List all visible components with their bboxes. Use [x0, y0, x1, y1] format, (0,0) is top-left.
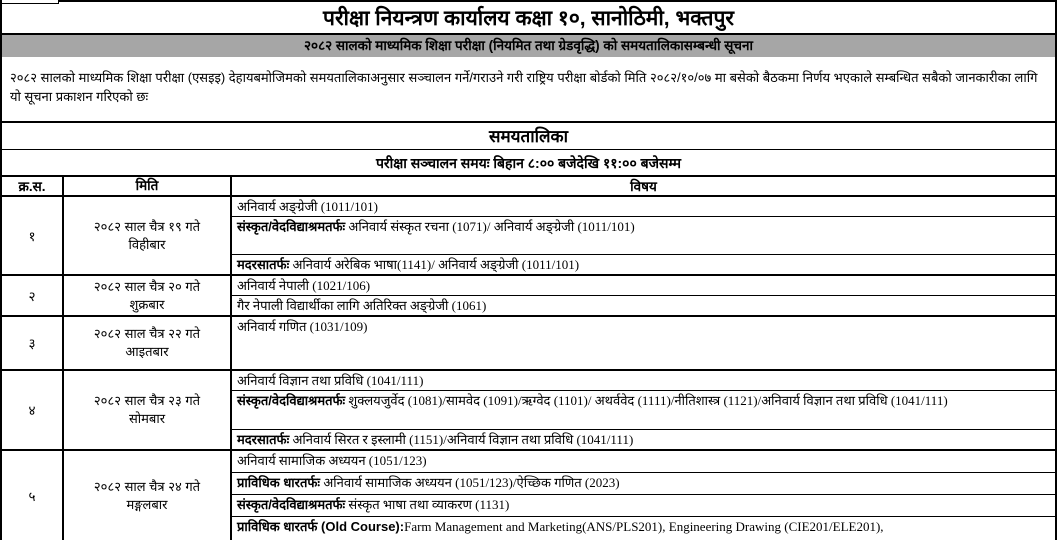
stream-label: प्राविधिक धारतर्फः — [237, 475, 321, 490]
schedule-heading: समयतालिका — [2, 123, 1055, 150]
subject-text: अनिवार्य अरेबिक भाषा(1141)/ अनिवार्य अङ्ग्रेजी (1011/101) — [289, 257, 580, 273]
table-row — [2, 197, 1055, 276]
stream-label: संस्कृत/वेदविद्याश्रमतर्फः — [237, 497, 346, 512]
subject-line — [232, 276, 1055, 295]
subject-line — [232, 516, 1055, 540]
subject-line — [232, 216, 1055, 255]
serial-number: २ — [2, 276, 64, 315]
serial-number: १ — [2, 197, 64, 274]
subject-text: शुक्लयजुर्वेद (1081)/सामवेद (1091)/ऋग्वेद (1101)/ अथर्ववेद (1111)/नीतिशास्त्र (1121)/अनिवार्य विज्ञान तथा प्रविधि (1041/111) — [345, 392, 948, 408]
subject-line — [232, 494, 1055, 516]
exam-day: आइतबार — [125, 344, 169, 359]
top-border-line — [59, 0, 1055, 2]
exam-date-cell — [64, 371, 232, 449]
subject-text: अनिवार्य नेपाली (1021/106) — [237, 278, 371, 293]
table-row — [2, 317, 1055, 371]
exam-time-note: परीक्षा सञ्चालन समयः बिहान ८:०० बजेदेखि ११:०० बजेसम्म — [2, 150, 1055, 177]
subject-line — [232, 472, 1055, 494]
subject-text: अनिवार्य संस्कृत रचना (1071)/ अनिवार्य अङ्ग्रेजी (1011/101) — [345, 218, 635, 234]
serial-number: ३ — [2, 317, 64, 369]
subjects-cell — [232, 276, 1055, 315]
table-header-row — [2, 177, 1055, 197]
subject-line — [232, 390, 1055, 430]
stream-label: मदरसातर्फः — [237, 257, 290, 273]
stream-label: संस्कृत/वेदविद्याश्रमतर्फः — [237, 392, 346, 408]
subject-text: अनिवार्य विज्ञान तथा प्रविधि (1041/111) — [237, 373, 424, 388]
exam-date: २०८२ साल चैत्र २२ गते — [93, 326, 201, 342]
exam-date-cell — [64, 197, 232, 274]
exam-day: शुक्रबार — [129, 296, 165, 312]
subject-line — [232, 295, 1055, 315]
stream-label: प्राविधिक धारतर्फ (Old Course): — [237, 519, 405, 534]
table-row — [2, 276, 1055, 317]
exam-day: मङ्गलबार — [126, 496, 168, 512]
top-left-notch-line — [2, 3, 59, 4]
exam-date: २०८२ साल चैत्र २३ गते — [93, 393, 201, 409]
subjects-cell — [232, 197, 1055, 274]
subject-line — [232, 254, 1055, 274]
subject-text: अनिवार्य सामाजिक अध्ययन (1051/123)/ऐच्छिक गणित (2023) — [320, 475, 620, 490]
exam-date-cell — [64, 451, 232, 540]
subject-text: अनिवार्य सामाजिक अध्ययन (1051/123) — [237, 453, 427, 468]
subject-line — [232, 197, 1055, 216]
exam-date: २०८२ साल चैत्र १९ गते — [93, 218, 201, 234]
exam-date-cell — [64, 276, 232, 315]
serial-number: ४ — [2, 371, 64, 449]
intro-paragraph: २०८२ सालको माध्यमिक शिक्षा परीक्षा (एसइइ) देहायबमोजिमको समयतालिकाअनुसार सञ्चालन गर्ने/गराउने गरी राष्ट्रिय परीक्षा बोर्डको मिति २०८२/१०/०७ मा बसेको बैठकमा निर्णय भएकाले सम्बन्धित सबैको जानकारीका लागि यो सूचना प्रकाशन गरिएको छः — [2, 57, 1055, 123]
subject-line — [232, 317, 1055, 369]
subject-line — [232, 451, 1055, 472]
exam-date-cell — [64, 317, 232, 369]
subjects-cell — [232, 371, 1055, 449]
column-header-date: मिति — [64, 177, 232, 195]
exam-date: २०८२ साल चैत्र २४ गते — [93, 478, 201, 494]
column-header-subject: विषय — [630, 179, 657, 194]
subjects-cell — [232, 451, 1055, 540]
stream-label: संस्कृत/वेदविद्याश्रमतर्फः — [237, 218, 346, 234]
page-title: परीक्षा नियन्त्रण कार्यालय कक्षा १०, सानोठिमी, भक्तपुर — [2, 0, 1055, 35]
subject-line — [232, 371, 1055, 390]
subject-line — [232, 429, 1055, 449]
serial-number: ५ — [2, 451, 64, 540]
table-row — [2, 371, 1055, 451]
subject-text: अनिवार्य सिरत र इस्लामी (1151)/अनिवार्य विज्ञान तथा प्रविधि (1041/111) — [289, 432, 634, 448]
subject-text: गैर नेपाली विद्यार्थीका लागि अतिरिक्त अङ्ग्रेजी (1061) — [237, 298, 487, 313]
subjects-cell — [232, 317, 1055, 369]
stream-label: मदरसातर्फः — [237, 432, 290, 448]
exam-day: विहीबार — [128, 236, 166, 252]
table-row — [2, 451, 1055, 540]
subject-text: संस्कृत भाषा तथा व्याकरण (1131) — [345, 497, 510, 512]
column-header-sn: क्र.स. — [2, 177, 64, 195]
notice-banner: २०८२ सालको माध्यमिक शिक्षा परीक्षा (नियमित तथा ग्रेडवृद्धि) को समयतालिकासम्बन्धी सूचना — [2, 35, 1055, 57]
subject-text: अनिवार्य गणित (1031/109) — [237, 319, 368, 334]
exam-date: २०८२ साल चैत्र २० गते — [93, 278, 201, 294]
exam-day: सोमबार — [128, 411, 166, 426]
top-left-notch-tick — [58, 0, 59, 4]
subject-text: Farm Management and Marketing(ANS/PLS201), Engineering Drawing (CIE201/ELE201), — [404, 519, 884, 534]
subject-text: अनिवार्य अङ्ग्रेजी (1011/101) — [237, 199, 378, 214]
